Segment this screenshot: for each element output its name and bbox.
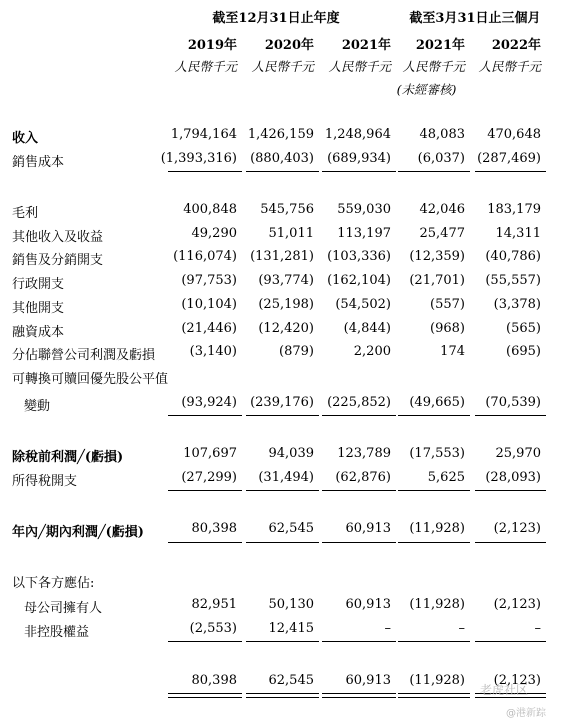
rule-after-nci-c2 — [246, 641, 319, 642]
rule-after-profit-c1 — [168, 542, 242, 543]
cell-r4-c5: (40,786) — [485, 249, 541, 264]
rule-after-nci-c4 — [398, 641, 470, 642]
cell-r8-c4: 174 — [440, 344, 465, 359]
cell-r0-c1: 1,794,164 — [170, 127, 237, 142]
rule-after-nci-c3 — [322, 641, 396, 642]
rule-after-cost-c1 — [168, 171, 242, 172]
label-revenue: 收入 — [12, 131, 39, 146]
rule-after-changes-c3 — [322, 415, 396, 416]
rule-after-changes-c1 — [168, 415, 242, 416]
rule-total-double-b-c1 — [168, 697, 242, 698]
label-profit-for-period: 年內╱期內利潤╱(虧損) — [12, 525, 144, 540]
year-col-2: 2020年 — [264, 38, 314, 53]
cell-r3-c4: 25,477 — [419, 226, 465, 241]
cell-r3-c5: 14,311 — [495, 226, 541, 241]
rule-after-nci-c1 — [168, 641, 242, 642]
label-income-tax: 所得稅開支 — [12, 474, 78, 489]
cell-r6-c5: (3,378) — [493, 297, 541, 312]
rule-after-changes-c4 — [398, 415, 470, 416]
cell-r15-c1: 82,951 — [191, 597, 237, 612]
cell-r1-c3: (689,934) — [327, 151, 391, 166]
year-col-4: 2021年 — [415, 38, 465, 53]
unit-col-5: 人民幣千元 — [478, 59, 541, 74]
rule-after-profit-c2 — [246, 542, 319, 543]
rule-after-cost-c2 — [246, 171, 319, 172]
cell-r13-c5: (2,123) — [493, 521, 541, 536]
cell-r12-c1: (27,299) — [181, 470, 237, 485]
cell-r16-c5: – — [534, 621, 541, 636]
label-share-of-associates: 分佔聯營公司利潤及虧損 — [12, 348, 156, 363]
cell-r10-c1: (93,924) — [181, 395, 237, 410]
cell-r0-c4: 48,083 — [419, 127, 465, 142]
rule-total-double-a-c3 — [322, 693, 396, 694]
cell-r15-c3: 60,913 — [345, 597, 391, 612]
label-gross-profit: 毛利 — [12, 206, 39, 221]
cell-r5-c3: (162,104) — [327, 273, 391, 288]
cell-r1-c5: (287,469) — [477, 151, 541, 166]
cell-r15-c5: (2,123) — [493, 597, 541, 612]
cell-r5-c5: (55,557) — [485, 273, 541, 288]
cell-r16-c1: (2,553) — [189, 621, 237, 636]
unaudited-note: (未經審核) — [396, 82, 457, 97]
cell-r3-c3: 113,197 — [337, 226, 391, 241]
label-changes: 變動 — [24, 399, 51, 414]
cell-r0-c5: 470,648 — [487, 127, 541, 142]
label-other-expenses: 其他開支 — [12, 301, 65, 316]
cell-r10-c3: (225,852) — [327, 395, 391, 410]
cell-r16-c3: – — [384, 621, 391, 636]
cell-r3-c2: 51,011 — [268, 226, 314, 241]
cell-r10-c2: (239,176) — [250, 395, 314, 410]
rule-after-nci-c5 — [475, 641, 546, 642]
label-finance-costs: 融資成本 — [12, 325, 65, 340]
rule-total-double-b-c2 — [246, 697, 319, 698]
year-col-3: 2021年 — [341, 38, 391, 53]
rule-after-cost-c5 — [475, 171, 546, 172]
rule-after-tax-c1 — [168, 490, 242, 491]
cell-r6-c4: (557) — [430, 297, 465, 312]
cell-r15-c2: 50,130 — [268, 597, 314, 612]
cell-r7-c2: (12,420) — [258, 321, 314, 336]
cell-r2-c1: 400,848 — [183, 202, 237, 217]
year-col-5: 2022年 — [491, 38, 541, 53]
cell-r13-c1: 80,398 — [191, 521, 237, 536]
header-group-quarter: 截至3月31日止三個月 — [409, 11, 541, 26]
label-cost-of-sales: 銷售成本 — [12, 155, 65, 170]
cell-r12-c3: (62,876) — [335, 470, 391, 485]
cell-r11-c5: 25,970 — [495, 446, 541, 461]
unit-col-4: 人民幣千元 — [402, 59, 465, 74]
cell-r6-c2: (25,198) — [258, 297, 314, 312]
unit-col-1: 人民幣千元 — [174, 59, 237, 74]
rule-after-profit-c5 — [475, 542, 546, 543]
label-profit-before-tax: 除稅前利潤╱(虧損) — [12, 450, 124, 465]
cell-r4-c1: (116,074) — [173, 249, 237, 264]
cell-r1-c4: (6,037) — [417, 151, 465, 166]
cell-r7-c5: (565) — [506, 321, 541, 336]
rule-total-double-b-c4 — [398, 697, 470, 698]
cell-r0-c3: 1,248,964 — [324, 127, 391, 142]
unit-col-2: 人民幣千元 — [251, 59, 314, 74]
label-admin-expenses: 行政開支 — [12, 277, 65, 292]
cell-r3-c1: 49,290 — [191, 226, 237, 241]
label-other-income: 其他收入及收益 — [12, 230, 104, 245]
cell-r11-c4: (17,553) — [409, 446, 465, 461]
cell-r4-c2: (131,281) — [250, 249, 314, 264]
year-col-1: 2019年 — [187, 38, 237, 53]
header-group-annual: 截至12月31日止年度 — [212, 11, 340, 26]
cell-r13-c2: 62,545 — [268, 521, 314, 536]
cell-r8-c5: (695) — [506, 344, 541, 359]
rule-after-tax-c4 — [398, 490, 470, 491]
cell-r1-c2: (880,403) — [250, 151, 314, 166]
cell-r8-c2: (879) — [279, 344, 314, 359]
cell-r7-c1: (21,446) — [181, 321, 237, 336]
rule-total-double-b-c3 — [322, 697, 396, 698]
cell-r6-c3: (54,502) — [335, 297, 391, 312]
cell-r2-c2: 545,756 — [260, 202, 314, 217]
cell-r16-c4: – — [458, 621, 465, 636]
cell-r8-c3: 2,200 — [353, 344, 391, 359]
cell-r12-c4: 5,625 — [427, 470, 465, 485]
cell-r7-c4: (968) — [430, 321, 465, 336]
rule-total-double-a-c2 — [246, 693, 319, 694]
label-owners-of-parent: 母公司擁有人 — [24, 601, 103, 616]
cell-r13-c3: 60,913 — [345, 521, 391, 536]
rule-after-cost-c3 — [322, 171, 396, 172]
cell-r7-c3: (4,844) — [343, 321, 391, 336]
cell-r11-c3: 123,789 — [337, 446, 391, 461]
rule-after-tax-c3 — [322, 490, 396, 491]
cell-r10-c5: (70,539) — [485, 395, 541, 410]
cell-r4-c3: (103,336) — [327, 249, 391, 264]
cell-r0-c2: 1,426,159 — [247, 127, 314, 142]
cell-r10-c4: (49,665) — [409, 395, 465, 410]
watermark-handle: @港新踪 — [506, 708, 546, 719]
cell-r11-c2: 94,039 — [268, 446, 314, 461]
cell-r17-c1: 80,398 — [191, 673, 237, 688]
cell-r17-c3: 60,913 — [345, 673, 391, 688]
cell-r1-c1: (1,393,316) — [160, 151, 237, 166]
cell-r13-c4: (11,928) — [409, 521, 465, 536]
rule-total-double-a-c1 — [168, 693, 242, 694]
cell-r5-c4: (21,701) — [409, 273, 465, 288]
cell-r12-c5: (28,093) — [485, 470, 541, 485]
cell-r2-c3: 559,030 — [337, 202, 391, 217]
label-non-controlling: 非控股權益 — [24, 625, 90, 640]
watermark-text: 老虎社区 — [480, 683, 529, 697]
unit-col-3: 人民幣千元 — [328, 59, 391, 74]
cell-r17-c5: (2,123) — [493, 673, 541, 688]
rule-after-changes-c5 — [475, 415, 546, 416]
label-attributable-to: 以下各方應佔: — [12, 576, 95, 591]
cell-r11-c1: 107,697 — [183, 446, 237, 461]
rule-after-tax-c2 — [246, 490, 319, 491]
cell-r5-c2: (93,774) — [258, 273, 314, 288]
rule-after-tax-c5 — [475, 490, 546, 491]
label-selling-expenses: 銷售及分銷開支 — [12, 253, 104, 268]
cell-r17-c2: 62,545 — [268, 673, 314, 688]
cell-r15-c4: (11,928) — [409, 597, 465, 612]
rule-after-profit-c4 — [398, 542, 470, 543]
cell-r6-c1: (10,104) — [181, 297, 237, 312]
rule-after-profit-c3 — [322, 542, 396, 543]
rule-total-double-a-c4 — [398, 693, 470, 694]
cell-r2-c5: 183,179 — [487, 202, 541, 217]
cell-r8-c1: (3,140) — [189, 344, 237, 359]
cell-r2-c4: 42,046 — [419, 202, 465, 217]
cell-r4-c4: (12,359) — [409, 249, 465, 264]
rule-after-changes-c2 — [246, 415, 319, 416]
cell-r5-c1: (97,753) — [181, 273, 237, 288]
label-fair-value-changes: 可轉換可贖回優先股公平值 — [12, 372, 169, 387]
cell-r12-c2: (31,494) — [258, 470, 314, 485]
rule-after-cost-c4 — [398, 171, 470, 172]
cell-r17-c4: (11,928) — [409, 673, 465, 688]
cell-r16-c2: 12,415 — [268, 621, 314, 636]
